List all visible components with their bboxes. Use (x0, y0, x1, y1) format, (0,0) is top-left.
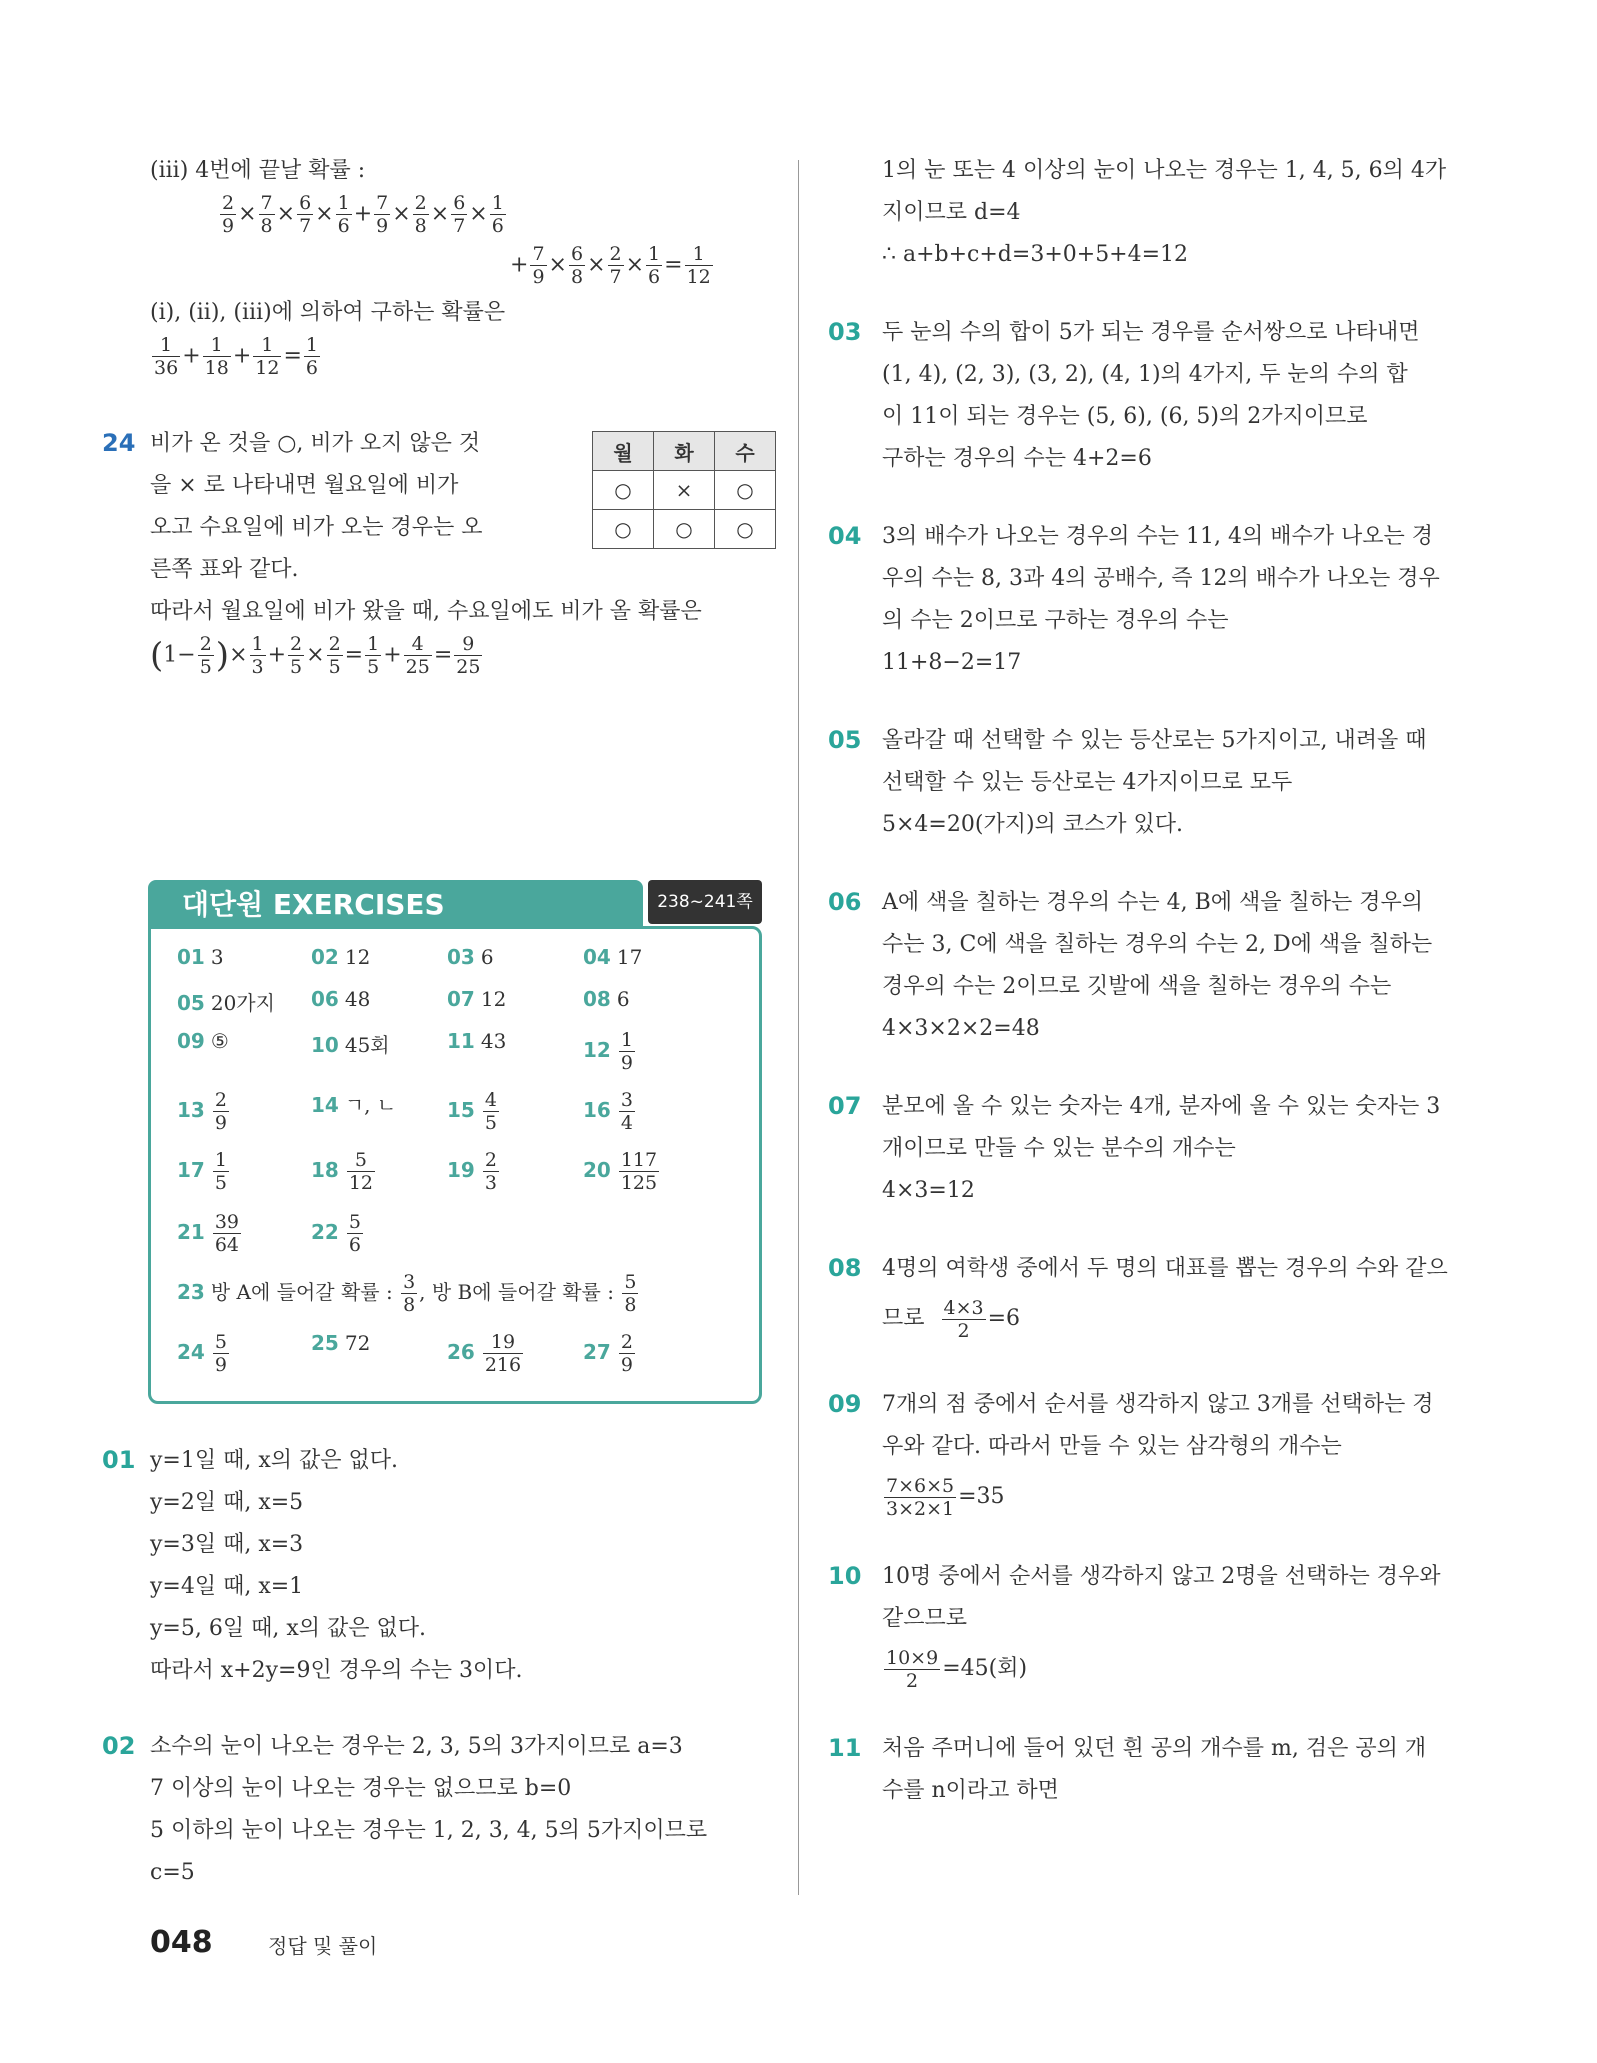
q24-expr: (1− $\frac{2}{5}$ )× $\frac{1}{3}$ + $\frac{2}{5}$ × $\frac{2}{5}$ = $\frac{1}{5}$ + $\frac{4}{25}$ = $\frac{9}{25}$ (150, 633, 481, 678)
exercise-answer-number: 07 (447, 987, 475, 1011)
exercise-answer-value: ⑤ (210, 1029, 229, 1053)
footer-label: 정답 및 풀이 (268, 1934, 378, 1958)
q09-result: =35 (958, 1484, 1005, 1509)
q10-expr (882, 1640, 1450, 1698)
q09-line: 우와 같다. 따라서 만들 수 있는 삼각형의 개수는 (882, 1434, 1342, 1459)
exercise-answer (177, 1149, 231, 1194)
exercise-answer-number: 09 (177, 1029, 205, 1053)
exercise-answer-value: $\frac{4}{5}$ (484, 1089, 497, 1134)
exercise-answer-number: 25 (311, 1331, 339, 1355)
q06-line: 수는 3, C에 색을 칠하는 경우의 수는 2, D에 색을 칠하는 (882, 932, 1433, 957)
exercise-answer-number: 17 (177, 1158, 205, 1182)
q01-line: 따라서 x+2y=9인 경우의 수는 3이다. (150, 1658, 523, 1683)
q08-result: =6 (987, 1306, 1021, 1331)
q04-line: 3의 배수가 나오는 경우의 수는 11, 4의 배수가 나오는 경 (882, 524, 1433, 549)
exercise-answer (447, 987, 506, 1011)
exercise-answer-value: $\frac{117}{125}$ (620, 1149, 658, 1194)
q02-line: 5 이하의 눈이 나오는 경우는 1, 2, 3, 4, 5의 5가지이므로 (150, 1818, 708, 1843)
question-05 (828, 720, 1450, 846)
q11-line: 처음 주머니에 들어 있던 흰 공의 개수를 m, 검은 공의 개 (882, 1736, 1427, 1761)
exercise-answer (583, 1149, 661, 1194)
q05-line: 선택할 수 있는 등산로는 4가지이므로 모두 (882, 770, 1293, 795)
exercise-answer-value: 20가지 (210, 991, 275, 1015)
q01-line: y=3일 때, x=3 (150, 1532, 304, 1557)
exercise-answer (447, 1149, 501, 1194)
question-06 (828, 882, 1450, 1050)
q09-line: 7개의 점 중에서 순서를 생각하지 않고 3개를 선택하는 경 (882, 1392, 1434, 1417)
q08-line: 4명의 여학생 중에서 두 명의 대표를 뽑는 경우의 수와 같으 (882, 1256, 1448, 1281)
exercise-answer (583, 1089, 637, 1134)
question-10 (828, 1556, 1450, 1698)
q01-line: y=5, 6일 때, x의 값은 없다. (150, 1616, 426, 1641)
q02-cont-line: 1의 눈 또는 4 이상의 눈이 나오는 경우는 1, 4, 5, 6의 4가 (882, 158, 1447, 183)
question-24 (102, 423, 780, 678)
q24-line: 을 × 로 나타내면 월요일에 비가 (150, 473, 459, 498)
q06-line: A에 색을 칠하는 경우의 수는 4, B에 색을 칠하는 경우의 (882, 890, 1424, 915)
exercise-answer-value: $\frac{1}{5}$ (214, 1149, 227, 1194)
exercise-answer-value: 17 (616, 945, 643, 969)
question-04 (828, 516, 1450, 684)
exercise-answer (583, 1331, 637, 1376)
exercise-answer (583, 987, 630, 1011)
exercise-answer-number: 19 (447, 1158, 475, 1182)
table-cell: ○ (593, 471, 654, 510)
q05-line: 5×4=20(가지)의 코스가 있다. (882, 812, 1184, 837)
exercise-answer (311, 1149, 377, 1194)
exercise-answer-number: 14 (311, 1093, 339, 1117)
exercise-answer (447, 945, 494, 969)
q02-cont-line: ∴ a+b+c+d=3+0+5+4=12 (882, 242, 1189, 267)
q03-line: 이 11이 되는 경우는 (5, 6), (6, 5)의 2가지이므로 (882, 404, 1368, 429)
table-header: 수 (715, 432, 776, 471)
q24-number: 24 (102, 429, 136, 457)
q02-line: 소수의 눈이 나오는 경우는 2, 3, 5의 3가지이므로 a=3 (150, 1734, 683, 1759)
exercise-answer-number: 22 (311, 1220, 339, 1244)
exercise-answer (311, 945, 370, 969)
q06-line: 경우의 수는 2이므로 깃발에 색을 칠하는 경우의 수는 (882, 974, 1392, 999)
q07-line: 개이므로 만들 수 있는 분수의 개수는 (882, 1136, 1236, 1161)
exercise-answer (177, 1271, 640, 1316)
exercise-answer-value: $\frac{2}{9}$ (214, 1089, 227, 1134)
q05-number: 05 (828, 726, 862, 754)
q24-line: 른쪽 표와 같다. (150, 557, 299, 582)
q02-line: c=5 (150, 1860, 195, 1885)
p3-total: (ⅰ), (ⅱ), (ⅲ)에 의하여 구하는 확률은 (150, 300, 506, 325)
q11-number: 11 (828, 1734, 862, 1762)
table-cell: ○ (593, 510, 654, 549)
question-02 (102, 1726, 780, 1894)
exercise-answer (311, 1331, 370, 1355)
exercise-answer-value: $\frac{5}{12}$ (348, 1149, 374, 1194)
q02-number: 02 (102, 1732, 136, 1760)
exercise-answer-number: 03 (447, 945, 475, 969)
question-07 (828, 1086, 1450, 1212)
exercise-answer-number: 04 (583, 945, 611, 969)
exercises-pages: 238~241쪽 (648, 880, 762, 924)
q02-cont-line: 지이므로 d=4 (882, 200, 1021, 225)
q11-line: 수를 n이라고 하면 (882, 1778, 1059, 1803)
exercise-answer-value: 6 (480, 945, 494, 969)
exercise-answer-value: $\frac{1}{9}$ (620, 1029, 633, 1074)
exercise-answer-value: 45회 (344, 1033, 390, 1057)
exercise-answer-value: 12 (344, 945, 371, 969)
q09-expr (882, 1468, 1450, 1526)
question-08 (828, 1248, 1450, 1348)
q10-line: 같으므로 (882, 1606, 968, 1631)
exercise-answer-number: 13 (177, 1098, 205, 1122)
q01-line: y=1일 때, x의 값은 없다. (150, 1448, 398, 1473)
exercise-answer (177, 1029, 229, 1053)
table-header: 화 (654, 432, 715, 471)
exercise-answer-value: 3 (210, 945, 224, 969)
exercise-answer-number: 06 (311, 987, 339, 1011)
exercise-answer (177, 945, 224, 969)
p3-expr-1: $\frac{2}{9}$ × $\frac{7}{8}$ × $\frac{6}{7}$ × $\frac{1}{6}$ + $\frac{7}{9}$ × $\frac{2}{8}$ × $\frac{6}{7}$ × $\frac{1}{6}$ (222, 192, 504, 237)
exercise-answer-number: 21 (177, 1220, 205, 1244)
q08-prefix: 므로 (882, 1306, 925, 1331)
exercise-answer-value: 6 (616, 987, 630, 1011)
exercise-answer (177, 1331, 231, 1376)
table-cell: ○ (715, 471, 776, 510)
exercise-answer (311, 1211, 365, 1256)
question-09 (828, 1384, 1450, 1526)
exercises-box (148, 880, 762, 1404)
exercise-answer (583, 1029, 637, 1074)
exercise-answer-number: 11 (447, 1029, 475, 1053)
q09-number: 09 (828, 1390, 862, 1418)
exercise-answer-number: 02 (311, 945, 339, 969)
q07-line: 분모에 올 수 있는 숫자는 4개, 분자에 올 수 있는 숫자는 3 (882, 1094, 1441, 1119)
q06-number: 06 (828, 888, 862, 916)
q09-frac-d: 3×2×1 (886, 1497, 955, 1520)
exercise-answer-number: 26 (447, 1340, 475, 1364)
q08-number: 08 (828, 1254, 862, 1282)
column-divider (798, 160, 799, 1895)
exercise-answer-value: 72 (344, 1331, 371, 1355)
p3-expr-2: + $\frac{7}{9}$ × $\frac{6}{8}$ × $\frac{2}{7}$ × $\frac{1}{6}$ = $\frac{1}{12}$ (510, 243, 711, 288)
q07-line: 4×3=12 (882, 1178, 975, 1203)
exercise-answer-number: 01 (177, 945, 205, 969)
q03-line: 구하는 경우의 수는 4+2=6 (882, 446, 1152, 471)
q09-frac-n: 7×6×5 (886, 1474, 955, 1497)
table-header: 월 (593, 432, 654, 471)
exercise-answer-number: 10 (311, 1033, 339, 1057)
exercise-answer-value: $\frac{5}{6}$ (348, 1211, 361, 1256)
q08-expr (882, 1290, 1450, 1348)
exercise-answer-value: 12 (480, 987, 507, 1011)
q10-number: 10 (828, 1562, 862, 1590)
exercise-answer-number: 23 (177, 1280, 205, 1304)
q10-frac-n: 10×9 (886, 1646, 939, 1669)
q01-number: 01 (102, 1446, 136, 1474)
q24-line: 오고 수요일에 비가 오는 경우는 오 (150, 515, 483, 540)
q10-line: 10명 중에서 순서를 생각하지 않고 2명을 선택하는 경우와 (882, 1564, 1441, 1589)
exercise-answer-value: 43 (480, 1029, 507, 1053)
exercises-title: 대단원 EXERCISES (148, 880, 643, 926)
question-11 (828, 1728, 1450, 1812)
left-column (102, 150, 780, 678)
q04-line: 11+8−2=17 (882, 650, 1022, 675)
exercise-answer-number: 15 (447, 1098, 475, 1122)
q08-frac-d: 2 (957, 1319, 970, 1342)
exercise-answer (311, 1029, 390, 1058)
page-number: 048 (150, 1925, 213, 1960)
exercise-answer-value: 48 (344, 987, 371, 1011)
q01-line: y=4일 때, x=1 (150, 1574, 304, 1599)
q07-number: 07 (828, 1092, 862, 1120)
exercise-answer-number: 12 (583, 1038, 611, 1062)
q10-frac-d: 2 (906, 1669, 919, 1692)
q08-frac-n: 4×3 (943, 1296, 984, 1319)
weather-table (592, 431, 776, 549)
q04-number: 04 (828, 522, 862, 550)
exercise-answer-value: ㄱ, ㄴ (344, 1093, 397, 1117)
exercise-answer (447, 1331, 525, 1376)
right-column (828, 150, 1450, 1812)
p3-label: (iii) 4번에 끝날 확률 : (150, 158, 366, 183)
exercise-answer-value: $\frac{5}{9}$ (214, 1331, 227, 1376)
q01-line: y=2일 때, x=5 (150, 1490, 304, 1515)
q10-result: =45(회) (942, 1656, 1028, 1681)
exercise-answer (177, 987, 275, 1016)
q06-line: 4×3×2×2=48 (882, 1016, 1040, 1041)
table-cell: ○ (654, 510, 715, 549)
exercise-answer (177, 1211, 243, 1256)
exercise-answer-value: $\frac{3}{4}$ (620, 1089, 633, 1134)
q03-line: (1, 4), (2, 3), (3, 2), (4, 1)의 4가지, 두 눈의 수의 합 (882, 362, 1408, 387)
exercise-answer-number: 05 (177, 991, 205, 1015)
p3-total-expr: $\frac{1}{36}$ + $\frac{1}{18}$ + $\frac{1}{12}$ = $\frac{1}{6}$ (154, 334, 318, 379)
left-lower (102, 1440, 780, 1894)
exercise-answer-value: $\frac{39}{64}$ (214, 1211, 240, 1256)
exercise-answer-number: 08 (583, 987, 611, 1011)
q24-conclusion: 따라서 월요일에 비가 왔을 때, 수요일에도 비가 올 확률은 (150, 599, 702, 624)
exercise-answer-number: 20 (583, 1158, 611, 1182)
exercise-answer-number: 18 (311, 1158, 339, 1182)
exercise-answer (583, 945, 642, 969)
exercise-answer-value: $\frac{2}{3}$ (484, 1149, 497, 1194)
q04-line: 의 수는 2이므로 구하는 경우의 수는 (882, 608, 1229, 633)
q02-line: 7 이상의 눈이 나오는 경우는 없으므로 b=0 (150, 1776, 572, 1801)
q05-line: 올라갈 때 선택할 수 있는 등산로는 5가지이고, 내려올 때 (882, 728, 1427, 753)
exercise-answer (447, 1029, 506, 1053)
exercise-answer-value: $\frac{2}{9}$ (620, 1331, 633, 1376)
exercise-answer-value: $\frac{19}{216}$ (484, 1331, 522, 1376)
exercise-answer-number: 24 (177, 1340, 205, 1364)
table-cell: ○ (715, 510, 776, 549)
exercise-answer (447, 1089, 501, 1134)
exercises-answers (148, 926, 762, 1404)
exercise-answer (311, 1089, 396, 1118)
q03-number: 03 (828, 318, 862, 346)
q24-line: 비가 온 것을 ○, 비가 오지 않은 것 (150, 431, 481, 456)
question-01 (102, 1440, 780, 1692)
q03-line: 두 눈의 수의 합이 5가 되는 경우를 순서쌍으로 나타내면 (882, 320, 1420, 345)
exercise-answer-number: 27 (583, 1340, 611, 1364)
table-cell: × (654, 471, 715, 510)
exercise-answer-number: 16 (583, 1098, 611, 1122)
q04-line: 우의 수는 8, 3과 4의 공배수, 즉 12의 배수가 나오는 경우 (882, 566, 1440, 591)
question-03 (828, 312, 1450, 480)
exercise-answer (311, 987, 370, 1011)
exercise-answer (177, 1089, 231, 1134)
exercise-answer-value: 방 A에 들어갈 확률 : $\frac{3}{8}$ , 방 B에 들어갈 확률 : $\frac{5}{8}$ (210, 1271, 637, 1316)
